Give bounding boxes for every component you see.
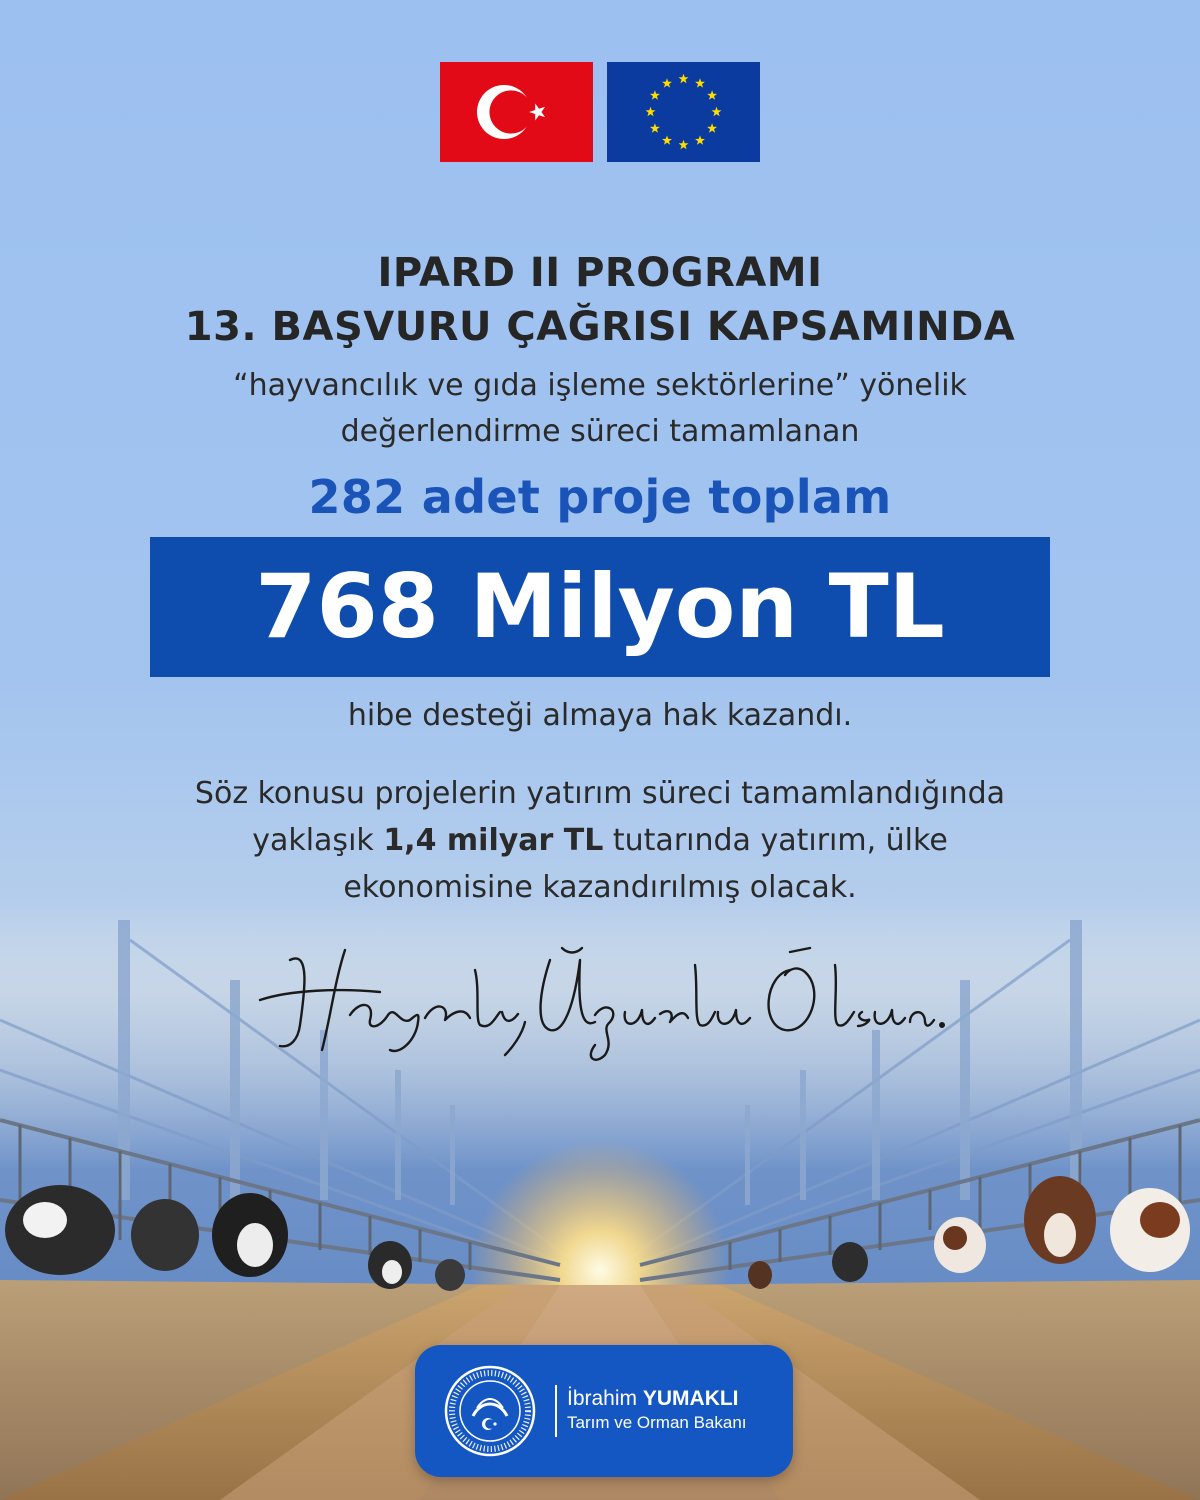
eu-star-icon — [662, 135, 672, 144]
european-union-flag — [607, 62, 760, 162]
minister-title: Tarım ve Orman Bakanı — [567, 1413, 747, 1432]
ministry-seal-icon — [443, 1364, 537, 1458]
investment-line-1: Söz konusu projelerin yatırım süreci tamamlandığında — [194, 776, 1006, 811]
project-count: 282 adet proje toplam — [308, 470, 892, 524]
eu-star-icon — [695, 78, 705, 87]
evaluation-line: değerlendirme süreci tamamlanan — [340, 414, 860, 449]
minister-badge — [415, 1345, 793, 1477]
investment-amount: 1,4 milyar TL — [383, 823, 604, 858]
grant-statement: hibe desteği almaya hak kazandı. — [347, 698, 853, 733]
investment-prefix: yaklaşık — [252, 823, 384, 858]
amount-banner — [150, 537, 1050, 677]
investment-line-3: ekonomisine kazandırılmış olacak. — [343, 870, 857, 905]
investment-suffix: tutarında yatırım, ülke — [603, 823, 948, 858]
eu-star-icon — [707, 90, 717, 99]
eu-star-icon — [679, 74, 689, 83]
sector-line: “hayvancılık ve gıda işleme sektörlerine” yönelik — [233, 368, 967, 403]
minister-name — [567, 1387, 739, 1411]
investment-line-2 — [0, 823, 1200, 858]
eu-star-icon — [650, 123, 660, 132]
call-title: 13. BAŞVURU ÇAĞRISI KAPSAMINDA — [184, 304, 1016, 350]
turkish-flag — [440, 62, 593, 162]
eu-star-icon — [679, 140, 689, 149]
eu-stars-icon — [607, 62, 760, 162]
badge-divider — [555, 1385, 557, 1437]
grant-amount: 768 Milyon TL — [255, 555, 945, 658]
minister-first-name: İbrahim — [567, 1387, 643, 1410]
eu-star-icon — [662, 78, 672, 87]
program-title: IPARD II PROGRAMI — [377, 250, 823, 296]
eu-star-icon — [712, 107, 722, 116]
eu-star-icon — [695, 135, 705, 144]
eu-star-icon — [650, 90, 660, 99]
handwritten-signature — [250, 930, 950, 1070]
eu-star-icon — [646, 107, 656, 116]
eu-star-icon — [707, 123, 717, 132]
minister-last-name: YUMAKLI — [642, 1387, 739, 1410]
crescent-star-icon — [440, 62, 593, 162]
